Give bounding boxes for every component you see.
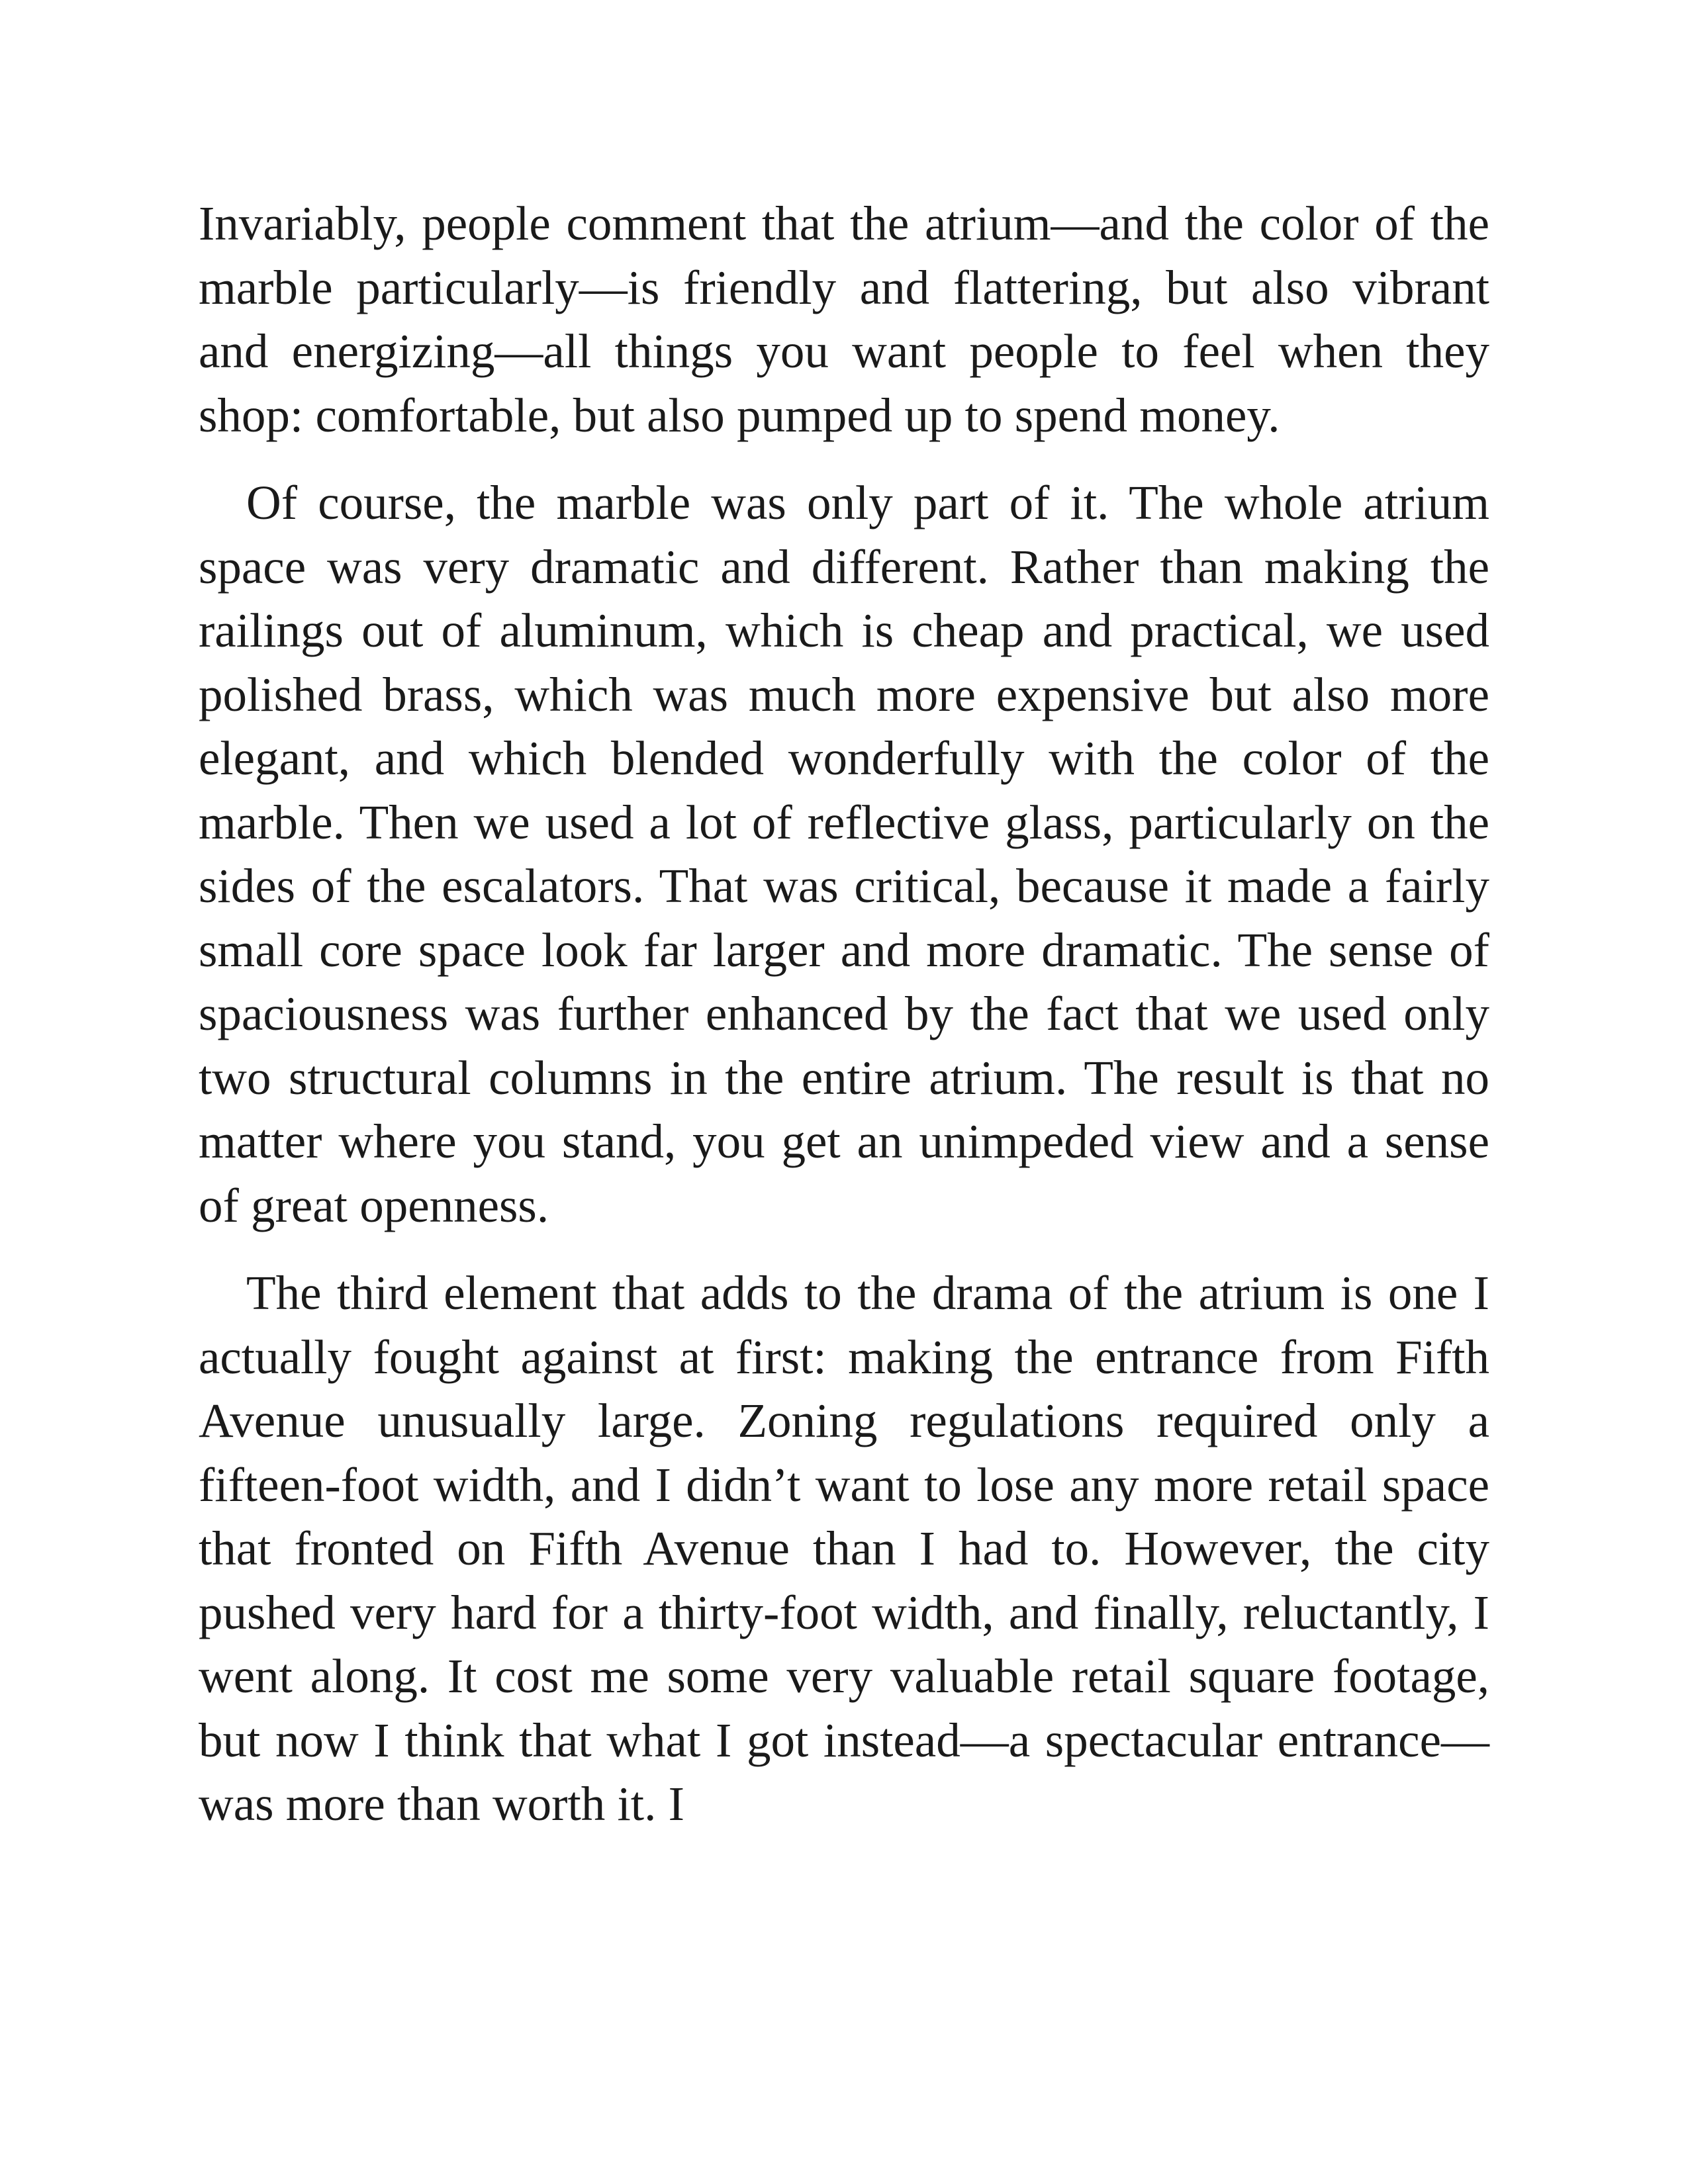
page-body xyxy=(199,192,1489,1837)
paragraph-3: The third element that adds to the drama of the atrium is one I actually fought against at first: making the entrance from Fifth Avenue unusually large. Zoning regulations required only a fifteen-foot width, and I didn’t want to lose any more retail space that fronted on Fifth Avenue than I had to. However, the city pushed very hard for a thirty-foot width, and finally, reluctantly, I went along. It cost me some very valuable retail square footage, but now I think that what I got instead—a spectacular entrance—was more than worth it. I xyxy=(199,1266,1489,1831)
paragraph-2: Of course, the marble was only part of it. The whole atrium space was very dramatic and different. Rather than making the railings out of aluminum, which is cheap and practical, we used polished brass, which was much more expensive but also more elegant, and which blended wonderfully with the color of the marble. Then we used a lot of reflective glass, particularly on the sides of the escalators. That was critical, because it made a fairly small core space look far larger and more dramatic. The sense of spaciousness was further enhanced by the fact that we used only two structural columns in the entire atrium. The result is that no matter where you stand, you get an unimpeded view and a sense of great openness. xyxy=(199,476,1489,1232)
paragraph-1: Invariably, people comment that the atrium—and the color of the marble particularly—is friendly and flattering, but also vibrant and energizing—all things you want people to feel when they shop: comfortable, but also pumped up to spend money. xyxy=(199,197,1489,442)
